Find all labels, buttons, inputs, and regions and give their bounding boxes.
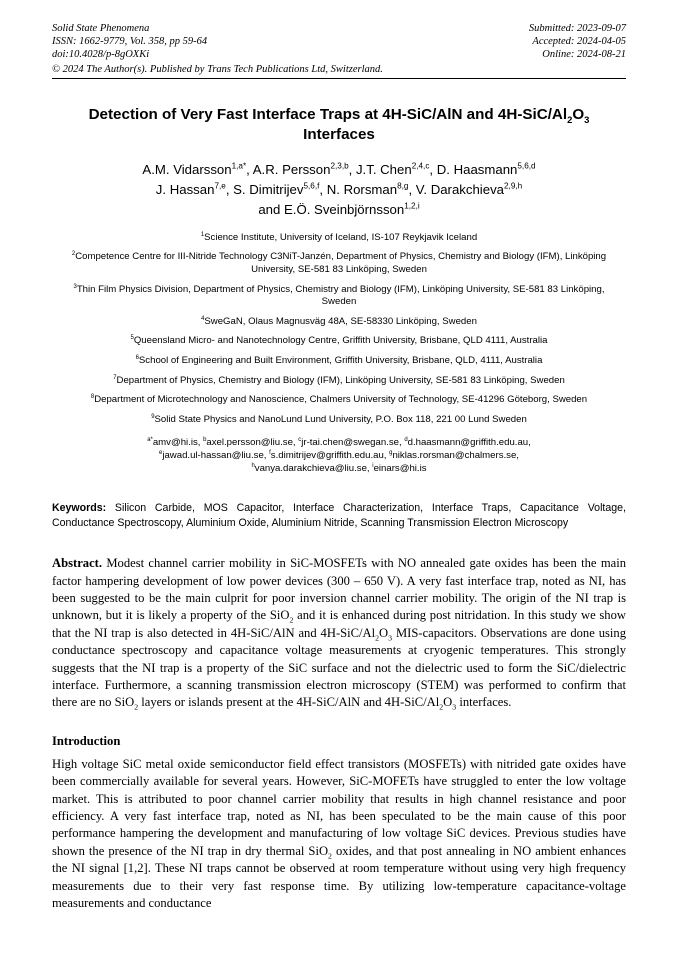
author-persson-sup: 2,3,b	[330, 161, 349, 171]
abstract-text-4: MIS-capacitors. Observations are done using conductance spectroscopy and capacitance voltage measurements at cryogenic temperatures. This strongly suggests that the NI trap is a property of the SiC surface and not the dielectric used to form the SiC/dielectric interface. Furthermore, a scanning transmission electron microscopy (STEM) was performed to confirm that there are no SiO	[52, 625, 627, 710]
email-amv[interactable]: amv@hi.is,	[152, 437, 204, 449]
title-line-1: Detection of Very Fast Interface Traps at 4H-SiC/AlN and 4H-SiC/Al	[88, 105, 568, 123]
affiliation-marker: 5	[130, 335, 134, 342]
abstract-sub-4: 2	[134, 702, 139, 712]
abstract-text-7: interfaces.	[456, 695, 512, 710]
email-line-1	[62, 437, 616, 450]
affiliation-marker: 3	[73, 283, 77, 290]
abstract-block	[52, 555, 626, 712]
doi[interactable]: doi:10.4028/p-8gOXKi	[52, 49, 150, 61]
online-date: Online: 2024-08-21	[542, 49, 626, 61]
author-haasmann: , D. Haasmann	[429, 161, 518, 177]
title-line-3: Interfaces	[303, 125, 375, 143]
affiliation-marker: 4	[201, 315, 205, 322]
affiliation-item	[52, 375, 626, 388]
email-marker-c: c	[298, 437, 302, 444]
author-line-1	[58, 160, 620, 180]
author-persson: , A.R. Persson	[246, 161, 331, 177]
section-heading-introduction: Introduction	[52, 733, 121, 748]
affiliation-item	[52, 316, 626, 329]
author-rorsman: , N. Rorsman	[319, 181, 398, 197]
header-row-2	[52, 35, 626, 48]
author-line-3	[58, 200, 620, 220]
author-dimitrijev: , S. Dimitrijev	[225, 181, 304, 197]
affiliation-item	[52, 355, 626, 368]
affiliation-text: Department of Microtechnology and Nanoscience, Chalmers University of Technology, SE-41296 Göteborg, Sweden	[94, 394, 588, 406]
affiliation-text: Thin Film Physics Division, Department of Physics, Chemistry and Biology (IFM), Linköping University, SE-581 83 Linköping, Sweden	[76, 283, 605, 308]
author-chen: , J.T. Chen	[348, 161, 412, 177]
affiliation-marker: 8	[90, 393, 95, 400]
abstract-label: Abstract.	[52, 556, 103, 571]
abstract-text-3: O	[379, 625, 389, 640]
author-rorsman-sup: 8,g	[397, 181, 409, 191]
affiliation-text: SweGaN, Olaus Magnusväg 48A, SE-58330 Linköping, Sweden	[204, 315, 477, 327]
affiliation-text: Solid State Physics and NanoLund Lund University, P.O. Box 118, 221 00 Lund Sweden	[154, 413, 527, 425]
copyright-line: © 2024 The Author(s). Published by Trans Tech Publications Ltd, Switzerland.	[52, 63, 383, 75]
header-divider	[52, 78, 626, 79]
author-vidarsson: A.M. Vidarsson	[142, 161, 232, 177]
affiliation-text: Science Institute, University of Iceland, IS-107 Reykjavik Iceland	[204, 231, 478, 243]
abstract-sub-2: 2	[375, 633, 380, 643]
accepted-date: Accepted: 2024-04-05	[532, 36, 626, 48]
affiliation-item	[52, 232, 626, 245]
email-marker-a: a*	[147, 437, 153, 444]
affiliation-marker: 9	[151, 413, 155, 420]
abstract-sub-3: 3	[388, 633, 393, 643]
author-darakchieva: , V. Darakchieva	[408, 181, 504, 197]
affiliation-item	[52, 414, 626, 427]
journal-header	[52, 22, 626, 79]
author-sveinbjornsson: and E.Ö. Sveinbjörnsson	[258, 201, 405, 217]
intro-text-2: oxides, and that post annealing in NO ambient enhances the NI signal [1,2]. These NI traps cannot be observed at room temperature without using very high frequency measurements due to their very fast response time. By utilizing low-temperature capacitance-voltage measurements and conductance	[52, 843, 626, 911]
email-line-2	[62, 450, 616, 463]
keywords-text: Silicon Carbide, MOS Capacitor, Interface Characterization, Interface Traps, Capacitance Voltage, Conductance Spectroscopy, Aluminium Oxide, Aluminium Nitride, Scanning Transmission Electron Microscopy	[52, 502, 626, 530]
author-list	[52, 160, 626, 220]
email-axel[interactable]: axel.persson@liu.se,	[206, 437, 299, 449]
author-hassan: J. Hassan	[155, 181, 215, 197]
affiliation-text: Queensland Micro- and Nanotechnology Centre, Griffith University, Brisbane, QLD 4111, Australia	[133, 335, 548, 347]
affiliation-item	[52, 394, 626, 407]
email-jawad[interactable]: jawad.ul-hassan@liu.se,	[162, 449, 270, 461]
email-marker-e: e	[159, 449, 163, 456]
email-vanya[interactable]: vanya.darakchieva@liu.se,	[254, 462, 373, 474]
author-dimitrijev-sup: 5,6,f	[303, 181, 320, 191]
email-marker-d: d	[404, 437, 408, 444]
email-niklas[interactable]: niklas.rorsman@chalmers.se,	[392, 449, 519, 461]
abstract-text-5: layers or islands present at the 4H-SiC/AlN and 4H-SiC/Al	[138, 695, 440, 710]
email-marker-g: g	[389, 449, 393, 456]
email-jrtai[interactable]: jr-tai.chen@swegan.se,	[301, 437, 405, 449]
email-einars[interactable]: einars@hi.is	[373, 462, 427, 474]
affiliation-item	[52, 335, 626, 348]
abstract-sub-5: 2	[439, 702, 444, 712]
abstract-text-6: O	[443, 695, 453, 710]
introduction-paragraph	[52, 756, 626, 913]
abstract-text-2: and it is enhanced during post nitridation. In this study we show that the NI trap is also detected in 4H-SiC/AlN and 4H-SiC/Al	[52, 608, 626, 640]
affiliation-marker: 6	[135, 354, 139, 361]
affiliation-text: Department of Physics, Chemistry and Biology (IFM), Linköping University, SE-581 83 Linköping, Sweden	[116, 374, 565, 386]
email-marker-i: i	[372, 462, 374, 469]
affiliation-list	[52, 232, 626, 427]
email-marker-h: h	[251, 462, 255, 469]
abstract-text-1: Modest channel carrier mobility in SiC-MOSFETs with NO annealed gate oxides has been the main factor hampering development of low power devices (300 – 650 V). A very fast interface trap, noted as NI, has been suggested to be the main culprit for poor inversion channel carrier mobility. The origin of the NI trap is unknown, but it is likely a property of the SiO	[52, 556, 626, 623]
author-vidarsson-sup: 1,a*	[231, 161, 247, 171]
author-line-2	[58, 180, 620, 200]
author-emails	[52, 437, 626, 475]
header-row-3	[52, 48, 626, 61]
affiliation-text: School of Engineering and Built Environment, Griffith University, Brisbane, QLD, 4111, Australia	[138, 354, 543, 366]
keywords-block	[52, 501, 626, 531]
header-row-1	[52, 22, 626, 35]
title-line-2: O	[572, 105, 585, 123]
author-sveinbjornsson-sup: 1,2,i	[404, 201, 420, 211]
page-title	[52, 105, 626, 145]
submitted-date: Submitted: 2023-09-07	[528, 23, 626, 34]
abstract-sub-6: 3	[452, 702, 457, 712]
journal-name: Solid State Phenomena	[52, 23, 150, 34]
affiliation-marker: 7	[113, 374, 117, 381]
title-sub-1: 2	[567, 113, 573, 125]
abstract-sub-1: 2	[289, 615, 294, 625]
affiliation-item	[52, 284, 626, 309]
email-marker-b: b	[203, 437, 207, 444]
author-chen-sup: 2,4,c	[411, 161, 430, 171]
intro-sub-1: 2	[328, 851, 332, 861]
affiliation-item	[52, 251, 626, 276]
issn-volume: ISSN: 1662-9779, Vol. 358, pp 59-64	[52, 36, 208, 48]
affiliation-text: Competence Centre for III-Nitride Technology C3NiT-Janzén, Department of Physics, Chemistry and Biology (IFM), Linköping University, SE-581 83 Linköping, Sweden	[75, 251, 607, 275]
title-sub-2: 3	[584, 113, 590, 125]
keywords-label: Keywords:	[52, 502, 107, 515]
intro-text-1: High voltage SiC metal oxide semiconductor field effect transistors (MOSFETs) with nitrided gate oxides have been commercially available for several years. However, SiC-MOFETs have struggled to enter the low voltage market. This is attributed to poor channel carrier mobility that results in high channel resistance and poor efficiency. A very fast interface trap, noted as NI, has been speculated to be the main cause of this poor performance hampering the development and manufacturing of low voltage SiC devices. Previous studies have shown the presence of the NI trap in dry thermal SiO	[52, 756, 626, 858]
email-line-3	[62, 463, 616, 476]
author-haasmann-sup: 5,6,d	[517, 161, 536, 171]
author-hassan-sup: 7,e	[214, 181, 226, 191]
affiliation-marker: 2	[71, 251, 76, 258]
email-dhaasmann[interactable]: d.haasmann@griffith.edu.au,	[407, 437, 531, 449]
author-darakchieva-sup: 2,9,h	[504, 181, 523, 191]
email-marker-f: f	[269, 449, 271, 456]
email-sdimitrijev[interactable]: s.dimitrijev@griffith.edu.au,	[270, 449, 390, 461]
affiliation-marker: 1	[200, 231, 205, 238]
